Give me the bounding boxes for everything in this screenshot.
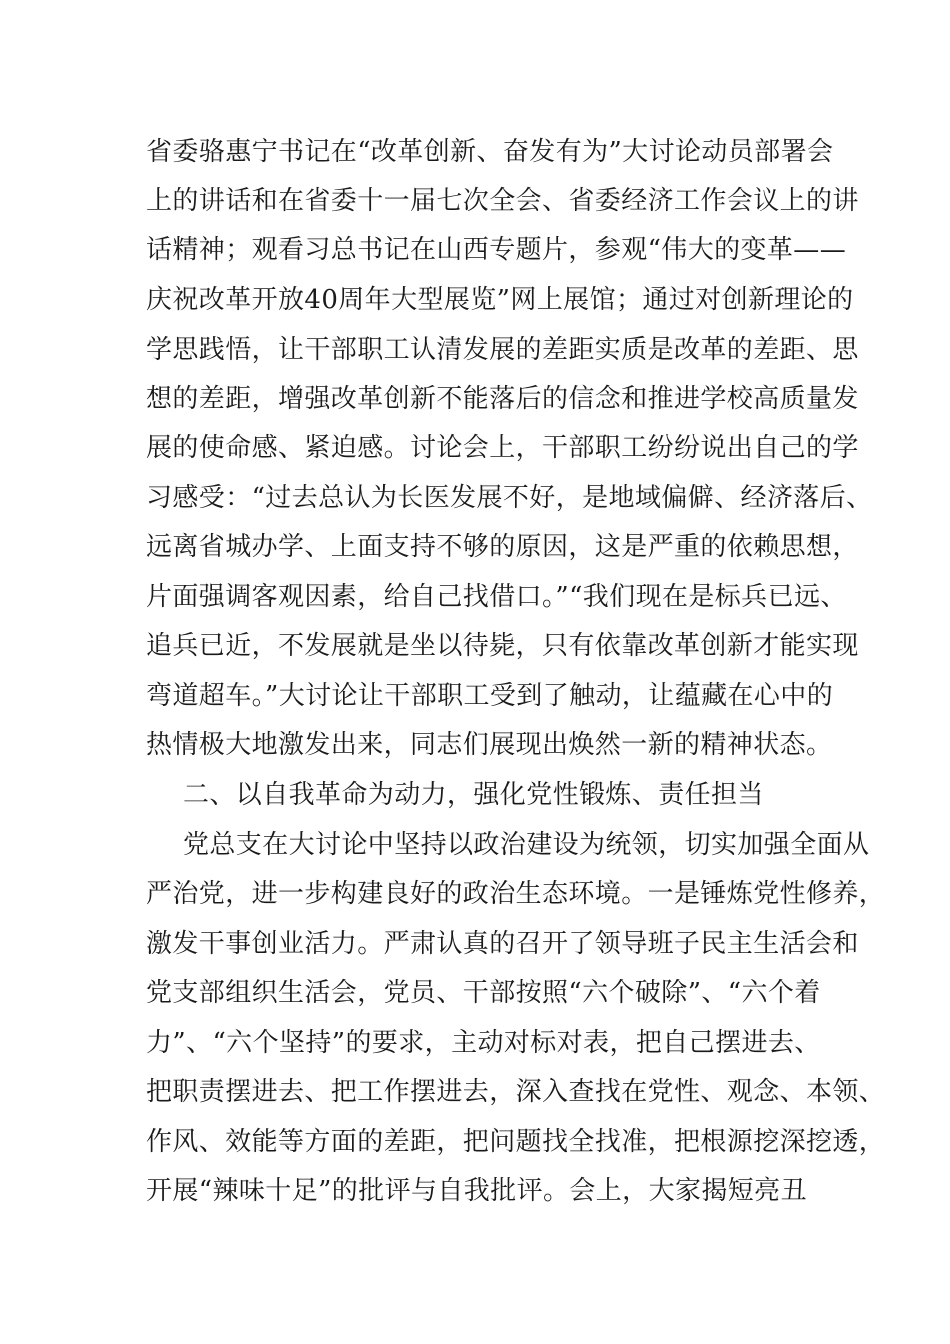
body-text-line: 把职责摆进去、把工作摆进去，深入查找在党性、观念、本领、 — [146, 1077, 886, 1107]
body-text-line: 党总支在大讨论中坚持以政治建设为统领，切实加强全面从 — [183, 830, 870, 860]
body-text-line: 片面强调客观因素，给自己找借口。”“我们现在是标兵已远、 — [146, 582, 847, 612]
body-text-line: 远离省城办学、上面支持不够的原因，这是严重的依赖思想， — [146, 532, 859, 562]
body-text-line: 党支部组织生活会，党员、干部按照“六个破除”、“六个着 — [146, 978, 821, 1008]
body-text-line: 力”、“六个坚持”的要求，主动对标对表，把自己摆进去、 — [146, 1028, 821, 1058]
body-text-line: 开展“辣味十足”的批评与自我批评。会上，大家揭短亮丑 — [146, 1176, 807, 1206]
body-text-line: 追兵已近，不发展就是坐以待毙，只有依靠改革创新才能实现 — [146, 631, 859, 661]
body-text-line: 话精神；观看习总书记在山西专题片，参观“伟大的变革—— — [146, 235, 847, 265]
body-text-line: 省委骆惠宁书记在“改革创新、奋发有为”大讨论动员部署会 — [146, 137, 834, 167]
body-text-line: 激发干事创业活力。严肃认真的召开了领导班子民主生活会和 — [146, 929, 859, 959]
body-text-line: 作风、效能等方面的差距，把问题找全找准，把根源挖深挖透， — [146, 1127, 886, 1157]
body-text-line: 习感受：“过去总认为长医发展不好，是地域偏僻、经济落后、 — [146, 483, 873, 513]
body-text-line: 学思践悟，让干部职工认清发展的差距实质是改革的差距、思 — [146, 335, 859, 365]
section-heading: 二、以自我革命为动力，强化党性锻炼、责任担当 — [183, 780, 764, 810]
body-text-line: 弯道超车。”大讨论让干部职工受到了触动，让蕴藏在心中的 — [146, 681, 834, 711]
body-text-line: 展的使命感、紧迫感。讨论会上，干部职工纷纷说出自己的学 — [146, 433, 859, 463]
body-text-line: 上的讲话和在省委十一届七次全会、省委经济工作会议上的讲 — [146, 186, 859, 216]
body-text-line: 想的差距，增强改革创新不能落后的信念和推进学校高质量发 — [146, 384, 859, 414]
body-text-line: 严治党，进一步构建良好的政治生态环境。一是锤炼党性修养， — [146, 879, 886, 909]
body-text-line: 热情极大地激发出来，同志们展现出焕然一新的精神状态。 — [146, 730, 833, 760]
body-text-line: 庆祝改革开放40周年大型展览”网上展馆；通过对创新理论的 — [146, 285, 854, 315]
